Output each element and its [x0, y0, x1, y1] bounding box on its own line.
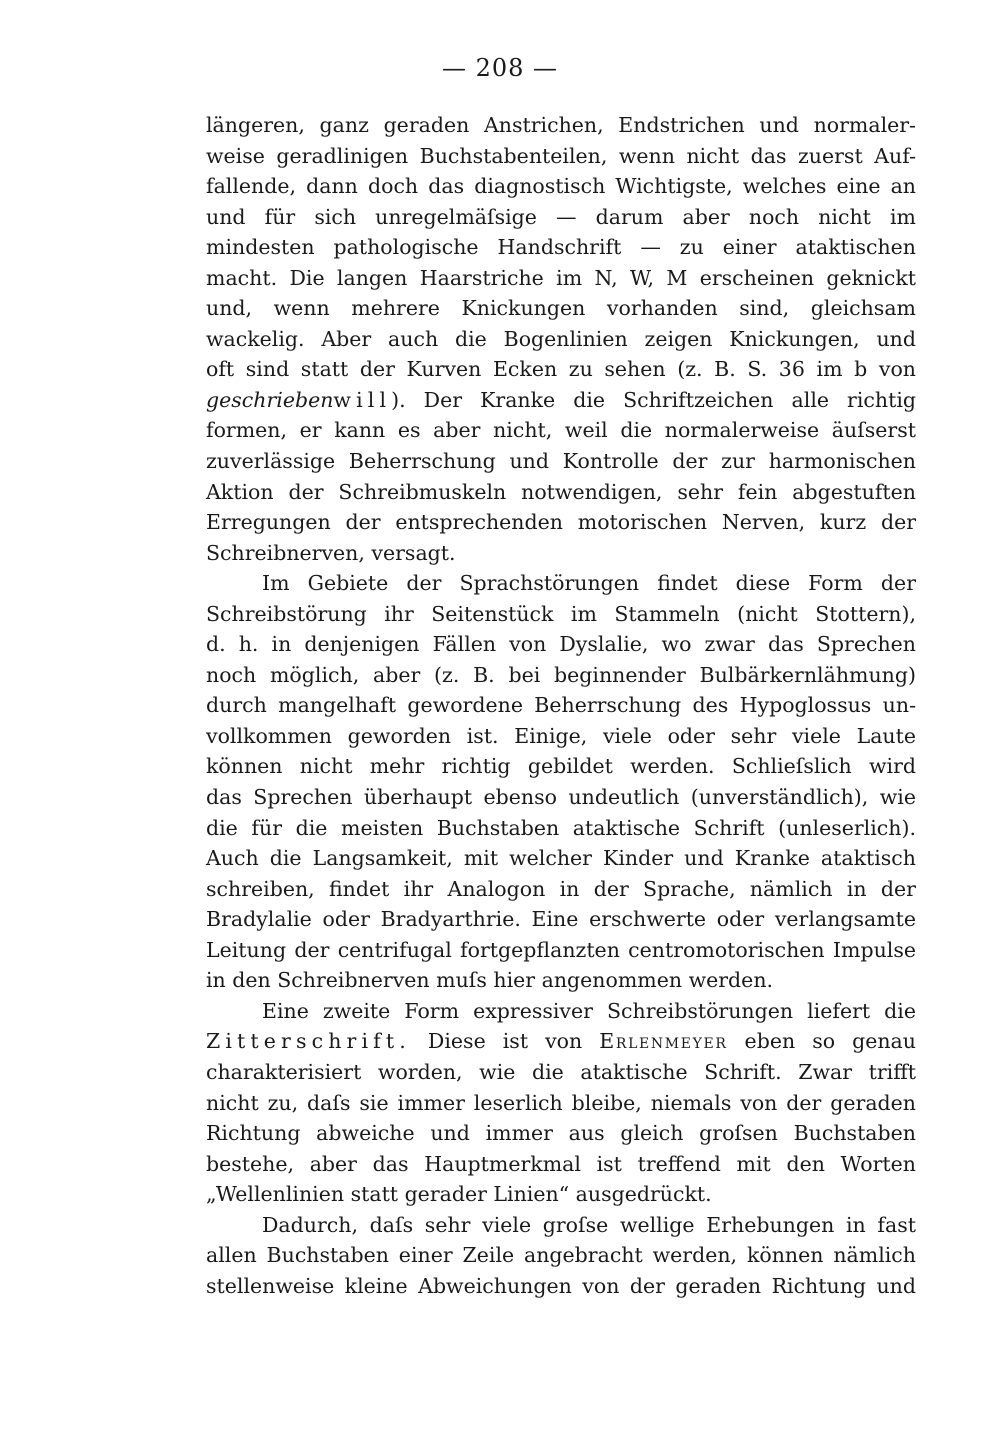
line-text: fallende, dann doch das diagnostisch Wichtigste, welches eine an [206, 174, 916, 199]
line-text: eben so genau [727, 1029, 916, 1054]
author-name: Erlenmeyer [599, 1029, 728, 1054]
line-text: durch mangelhaft gewordene Beherrschung des Hypoglossus un- [206, 693, 916, 718]
line-text: längeren, ganz geraden Anstrichen, Endstrichen und normaler- [206, 113, 916, 137]
text-line [206, 1271, 916, 1302]
text-line [206, 751, 916, 782]
line-text: Eine zweite Form expressiver Schreibstörungen liefert die [262, 998, 916, 1023]
text-line [206, 1179, 916, 1210]
text-line [206, 1057, 916, 1088]
text-line [206, 1088, 916, 1119]
line-text: das Sprechen überhaupt ebenso undeutlich (unverständlich), wie [206, 785, 916, 810]
text-line [206, 935, 916, 966]
line-text: wackelig. Aber auch die Bogenlinien zeigen Knickungen, und [206, 326, 916, 351]
text-line [206, 1210, 916, 1241]
text-line [206, 904, 916, 935]
text-line [206, 1240, 916, 1271]
text-line [206, 1149, 916, 1180]
text-line [206, 507, 916, 538]
text-line [206, 1026, 916, 1057]
text-line [206, 477, 916, 508]
text-line [206, 965, 916, 996]
text-line [206, 141, 916, 172]
text-line [206, 629, 916, 660]
line-text: Dadurch, daſs sehr viele groſse wellige Erhebungen in fast [262, 1212, 916, 1237]
line-text: vollkommen geworden ist. Einige, viele oder sehr viele Laute [206, 723, 916, 748]
text-line [206, 385, 916, 416]
text-line [206, 1118, 916, 1149]
page-number: — 208 — [441, 54, 559, 82]
text-line [206, 232, 916, 263]
line-text: die für die meisten Buchstaben ataktische Schrift (unleserlich). [206, 815, 916, 840]
text-line [206, 446, 916, 477]
line-text: Richtung abweiche und immer aus gleich groſsen Buchstaben [206, 1121, 916, 1146]
line-text: bestehe, aber das Hauptmerkmal ist treffend mit den Worten [206, 1151, 916, 1176]
line-text: Bradylalie oder Bradyarthrie. Eine erschwerte oder verlangsamte [206, 907, 916, 932]
line-text: nicht zu, daſs sie immer leserlich bleibe, niemals von der geraden [206, 1090, 916, 1115]
text-line [206, 110, 916, 141]
line-text: charakterisiert worden, wie die ataktische Schrift. Zwar trifft [206, 1059, 916, 1084]
text-line [206, 599, 916, 630]
text-line [206, 415, 916, 446]
line-text: ). Der Kranke [391, 387, 574, 412]
line-text: „Wellenlinien statt gerader Linien“ ausgedrückt. [206, 1182, 712, 1207]
line-text: und, wenn mehrere Knickungen vorhanden sind, gleichsam [206, 296, 916, 321]
text-line [206, 996, 916, 1027]
text-line [206, 568, 916, 599]
text-line [206, 690, 916, 721]
text-line [206, 538, 916, 569]
line-text: mindesten pathologische Handschrift — zu einer ataktischen [206, 235, 916, 260]
line-text: zuverlässige Beherrschung und Kontrolle der zur harmonischen [206, 449, 916, 474]
body-text [206, 110, 916, 1301]
text-line [206, 843, 916, 874]
text-line [206, 202, 916, 233]
line-text: Leitung der centrifugal fortgepflanzten centromotorischen Impulse [206, 937, 916, 962]
line-text: Erregungen der entsprechenden motorischen Nerven, kurz der [206, 510, 916, 535]
italic-text: geschrieben [206, 387, 334, 412]
line-text: die Schriftzeichen alle richtig [573, 387, 917, 412]
text-line [206, 293, 916, 324]
line-text: in den Schreibnerven muſs hier angenommen werden. [206, 968, 774, 993]
text-line [206, 782, 916, 813]
text-line [206, 324, 916, 355]
line-text: d. h. in denjenigen Fällen von Dyslalie, wo zwar das Sprechen [206, 632, 916, 657]
text-line [206, 263, 916, 294]
text-line [206, 721, 916, 752]
text-line [206, 660, 916, 691]
line-text: und für sich unregelmäſsige — darum aber noch nicht im [206, 204, 916, 229]
line-text: Auch die Langsamkeit, mit welcher Kinder und Kranke ataktisch [206, 846, 916, 871]
line-text: Aktion der Schreibmuskeln notwendigen, sehr fein abgestuften [206, 479, 916, 504]
line-text: weise geradlinigen Buchstabenteilen, wenn nicht das zuerst Auf- [206, 143, 916, 168]
line-text: können nicht mehr richtig gebildet werden. Schlieſslich wird [206, 754, 916, 779]
line-text: Im Gebiete der Sprachstörungen findet diese Form der [262, 571, 916, 596]
line-text: stellenweise kleine Abweichungen von der geraden Richtung und [206, 1273, 916, 1298]
text-line [206, 171, 916, 202]
line-text: macht. Die langen Haarstriche im N, W, M erscheinen geknickt [206, 265, 916, 290]
line-text: Diese ist von [410, 1029, 600, 1054]
spaced-text: Zitterschrift. [206, 1029, 411, 1054]
spaced-text: will [333, 387, 392, 412]
text-line [206, 874, 916, 905]
line-text: Schreibstörung ihr Seitenstück im Stammeln (nicht Stottern), [206, 601, 916, 626]
text-line [206, 354, 916, 385]
line-text: Schreibnerven, versagt. [206, 540, 456, 565]
line-text: allen Buchstaben einer Zeile angebracht werden, können nämlich [206, 1243, 916, 1268]
line-text: oft sind statt der Kurven Ecken zu sehen (z. B. S. 36 im b von [206, 357, 916, 382]
line-text: noch möglich, aber (z. B. bei beginnender Bulbärkernlähmung) [206, 662, 916, 687]
line-text: formen, er kann es aber nicht, weil die normalerweise äuſserst [206, 418, 916, 443]
line-text: schreiben, findet ihr Analogon in der Sprache, nämlich in der [206, 876, 916, 901]
text-line [206, 813, 916, 844]
